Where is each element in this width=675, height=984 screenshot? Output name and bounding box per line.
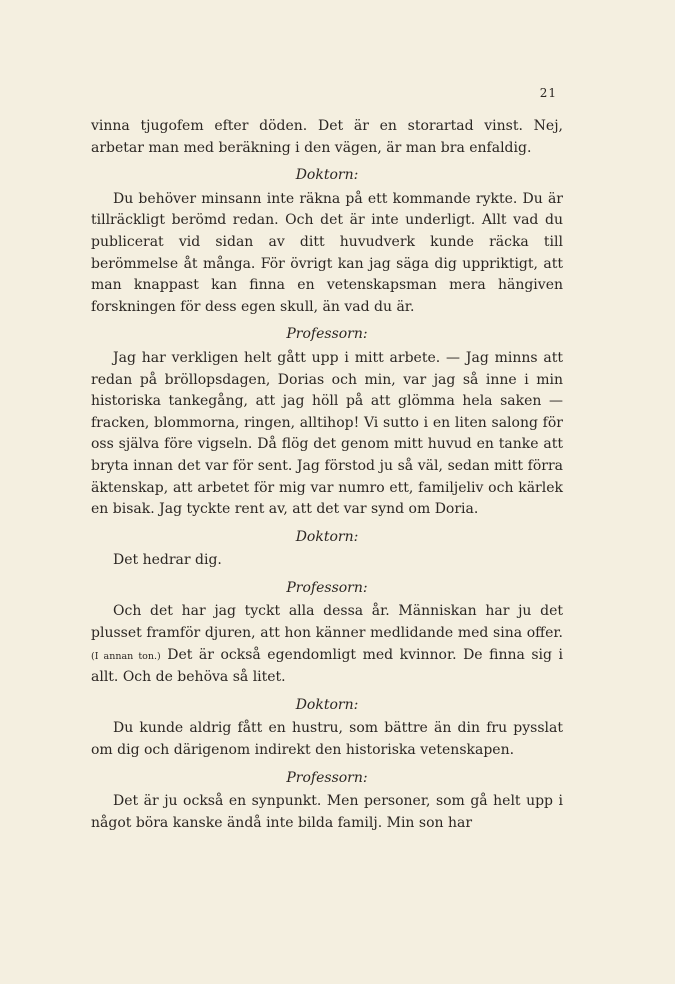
- paragraph-text: Och det har jag tyckt alla dessa år. Människan har ju det plusset framför djuren, att hon känner medlidande med sina offer.: [91, 603, 563, 642]
- paragraph: Du kunde aldrig fått en hustru, som bättre än din fru pysslat om dig och därigenom indirekt den historiska vetenskapen.: [91, 720, 563, 759]
- paragraph: Jag har verkligen helt gått upp i mitt arbete. — Jag minns att redan på bröllopsdagen, Dorias och min, var jag så inne i min historiska tankegång, att jag höll på att glömma hela saken — fracken, blommorna, ringen, alltihop! Vi sutto i en liten salong för oss själva före vigseln. Då flög det genom mitt huvud en tanke att bryta innan det var för sent. Jag förstod ju så väl, sedan mitt förra äktenskap, att arbetet för mig var numro ett, familjeliv och kärlek en bisak. Jag tyckte rent av, att det var synd om Doria.: [91, 349, 563, 518]
- paragraph: Det är ju också en synpunkt. Men personer, som gå helt upp i något böra kanske ändå inte bilda familj. Min son har: [91, 793, 563, 831]
- paragraph: Det hedrar dig.: [113, 552, 222, 569]
- speaker-heading: Doktorn:: [295, 696, 359, 713]
- paragraph: vinna tjugofem efter döden. Det är en storartad vinst. Nej, arbetar man med beräkning i den vägen, är man bra enfaldig.: [91, 118, 563, 156]
- speaker-heading: Doktorn:: [295, 528, 359, 545]
- paragraph: Du behöver minsann inte räkna på ett kommande rykte. Du är tillräckligt berömd redan. Och det är inte underligt. Allt vad du publicerat vid sidan av ditt huvudverk kunde räcka till berömmelse åt många. För övrigt kan jag säga dig uppriktigt, att man knappast kan finna en vetenskapsman mera hängiven forskningen för dess egen skull, än vad du är.: [91, 190, 563, 315]
- speaker-heading: Doktorn:: [295, 167, 359, 184]
- dialogue-text: [91, 116, 563, 834]
- paragraph: [91, 601, 563, 688]
- speaker-heading: Professorn:: [286, 326, 368, 343]
- speaker-heading: Professorn:: [286, 769, 368, 786]
- stage-direction: (I annan ton.): [91, 650, 161, 662]
- page-number: 21: [539, 86, 557, 100]
- speaker-heading: Professorn:: [286, 579, 368, 596]
- paragraph-text: Det är också egendomligt med kvinnor. De finna sig i allt. Och de behöva så litet.: [91, 646, 563, 686]
